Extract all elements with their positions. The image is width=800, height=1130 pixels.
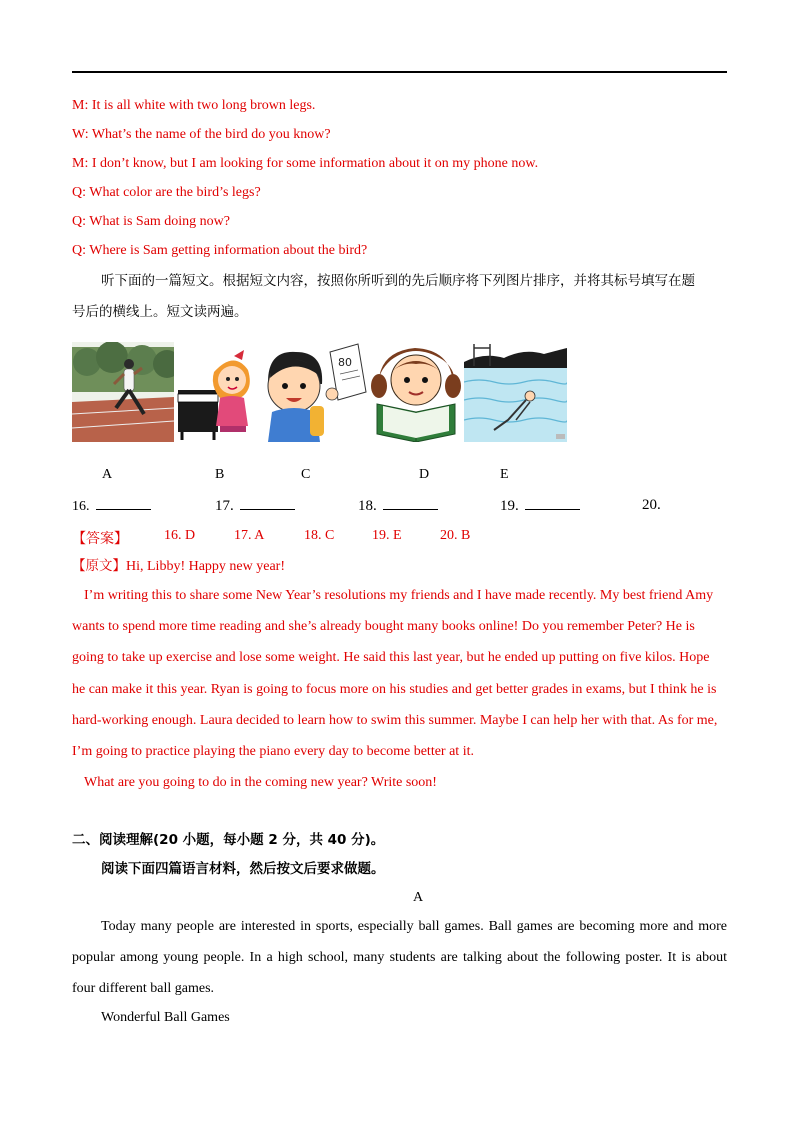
blank-number: 17. [215,498,234,514]
answer-blank-19[interactable] [500,497,580,515]
running-picture [72,342,174,442]
instruction-text: 听下面的一篇短文。根据短文内容，按照你所听到的先后顺序将下列图片排序，并将其标号填写在题 [101,273,695,289]
dialogue-line: M: I don’t know, but I am looking for some information about it on my phone now. [72,156,539,171]
blank-number: 20. [642,497,661,513]
reading-picture [369,342,464,442]
top-rule [72,71,727,73]
answer-blank-17[interactable] [215,497,295,515]
passage-body [72,911,727,1004]
answer-blank-18[interactable] [358,497,438,515]
source-tag: 【原文】 [72,558,126,574]
picture-label-b: B [215,467,225,482]
question-line: Q: Where is Sam getting information about the bird? [72,243,368,258]
picture-label-e: E [500,467,509,482]
blank-number: 19. [500,498,519,514]
picture-label-d: D [419,467,430,482]
swimming-picture [464,342,567,442]
source-line: going to take up exercise and lose some weight. He said this last year, but he ended up putting on five kilos. Hope [72,650,710,666]
source-line: hard-working enough. Laura decided to learn how to swim this summer. Maybe I can help her with that. As for me, [72,712,718,728]
question-line: Q: What color are the bird’s legs? [72,185,261,200]
svg-text:80: 80 [338,356,352,369]
passage-line: Today many people are interested in sports, especially ball games. Ball games are becoming more and more [101,919,727,934]
blank-number: 18. [358,498,377,514]
passage-letter: A [413,890,424,905]
test-picture [254,342,369,442]
piano-picture [174,342,254,442]
blank-line [525,497,580,510]
source-line: I’m going to practice playing the piano every day to become better at it. [72,744,474,760]
source-closing: What are you going to do in the coming new year? Write soon! [84,775,437,791]
poster-title: Wonderful Ball Games [101,1010,230,1025]
source-greeting-line [72,557,285,576]
answer-blank-20[interactable] [642,497,661,514]
picture-label-c: C [301,467,311,482]
dialogue-line: W: What’s the name of the bird do you know? [72,127,331,142]
source-line: he can make it this year. Ryan is going to focus more on his studies and get better grades in exams, but I think he is [72,681,717,697]
section-heading: 二、阅读理解(20 小题，每小题 2 分，共 40 分)。 [72,832,385,848]
answer-blank-16[interactable] [72,497,151,515]
section-instruction: 阅读下面四篇语言材料，然后按文后要求做题。 [101,861,385,877]
answer-item: 18. C [304,528,335,543]
blank-line [240,497,295,510]
instruction-text: 号后的横线上。短文读两遍。 [72,304,248,320]
answer-item: 19. E [372,528,402,543]
answer-item: 20. B [440,528,471,543]
source-body [72,580,727,798]
answer-item: 16. D [164,528,196,543]
blank-line [383,497,438,510]
blank-number: 16. [72,499,90,514]
passage-line: four different ball games. [72,981,215,996]
question-line: Q: What is Sam doing now? [72,214,231,229]
answer-tag: 【答案】 [72,531,128,547]
dialogue-line: M: It is all white with two long brown legs. [72,98,316,113]
picture-label-a: A [102,467,113,482]
passage-line: popular among young people. In a high school, many students are talking about the following poster. It is about [72,950,727,965]
picture-strip [72,342,567,442]
source-line: wants to spend more time reading and she’s already bought many books online! Do you remember Peter? He is [72,619,695,635]
answer-item: 17. A [234,528,265,543]
source-line: I’m writing this to share some New Year’s resolutions my friends and I have made recently. My best friend Amy [84,588,714,603]
blank-line [96,497,151,510]
source-greeting: Hi, Libby! Happy new year! [126,559,286,574]
